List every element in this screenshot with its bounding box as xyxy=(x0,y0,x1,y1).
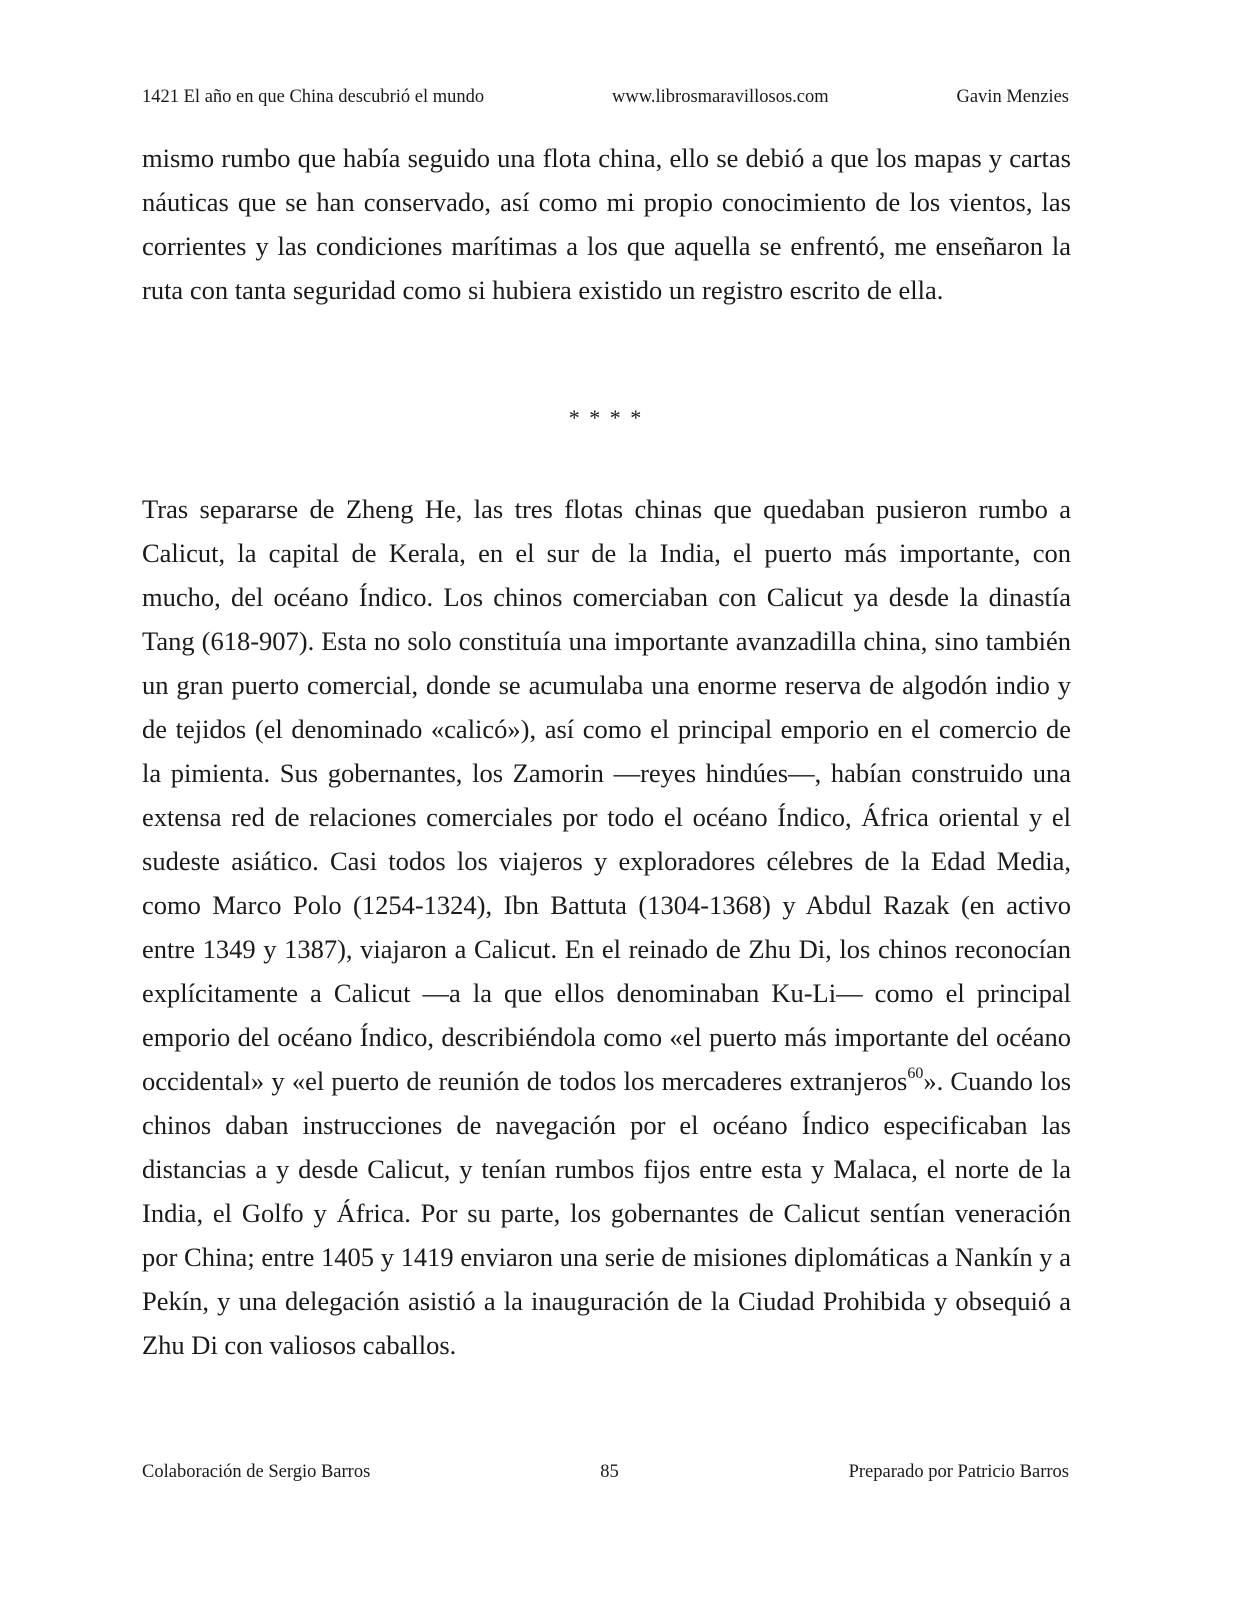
paragraph-1-text: mismo rumbo que había seguido una flota china, ello se debió a que los mapas y cartas náuticas que se han conservado, así como mi propio conocimiento de los vientos, las corrientes y las condiciones marítimas a los que aquella se enfrentó, me enseñaron la ruta con tanta seguridad como si hubiera existido un registro escrito de ella. xyxy=(142,143,1071,305)
running-header xyxy=(142,84,1069,110)
header-author: Gavin Menzies xyxy=(956,87,1069,107)
paragraph-2-text xyxy=(142,487,1071,1367)
body-paragraph-2 xyxy=(142,487,1071,1367)
body-paragraph-1 xyxy=(142,136,1071,312)
paragraph-2-part-1: Tras separarse de Zheng He, las tres flotas chinas que quedaban pusieron rumbo a Calicut, la capital de Kerala, en el sur de la India, el puerto más importante, con mucho, del océano Índico. Los chinos comerciaban con Calicut ya desde la dinastía Tang (618-907). Esta no solo constituía una importante avanzadilla china, sino también un gran puerto comercial, donde se acumulaba una enorme reserva de algodón indio y de tejidos (el denominado «calicó»), así como el principal emporio en el comercio de la pimienta. Sus gobernantes, los Zamorin —reyes hindúes—, habían construido una extensa red de relaciones comerciales por todo el océano Índico, África oriental y el sudeste asiático. Casi todos los viajeros y exploradores célebres de la Edad Media, como Marco Polo (1254-1324), Ibn Battuta (1304-1368) y Abdul Razak (en activo entre 1349 y 1387), viajaron a Calicut. En el reinado de Zhu Di, los chinos reconocían explícitamente a Calicut —a la que ellos denominaban Ku-Li— como el principal emporio del océano Índico, describiéndola como «el puerto más importante del océano occidental» y «el puerto de reunión de todos los mercaderes extranjeros xyxy=(142,494,1071,1096)
section-separator: * * * * xyxy=(568,405,644,430)
paragraph-2-part-2: ». Cuando los chinos daban instrucciones de navegación por el océano Índico especificaban las distancias a y desde Calicut, y tenían rumbos fijos entre esta y Malaca, el norte de la India, el Golfo y África. Por su parte, los gobernantes de Calicut sentían veneración por China; entre 1405 y 1419 enviaron una serie de misiones diplomáticas a Nankín y a Pekín, y una delegación asistió a la inauguración de la Ciudad Prohibida y obsequió a Zhu Di con valiosos caballos. xyxy=(142,1066,1072,1360)
header-website: www.librosmaravillosos.com xyxy=(612,87,829,107)
running-footer xyxy=(142,1459,1069,1485)
header-book-title: 1421 El año en que China descubrió el mundo xyxy=(142,87,485,107)
footer-prepared-by: Preparado por Patricio Barros xyxy=(848,1462,1069,1482)
footer-page-number: 85 xyxy=(600,1462,619,1482)
footnote-reference[interactable]: 60 xyxy=(907,1065,924,1082)
footer-collaboration: Colaboración de Sergio Barros xyxy=(142,1462,371,1482)
